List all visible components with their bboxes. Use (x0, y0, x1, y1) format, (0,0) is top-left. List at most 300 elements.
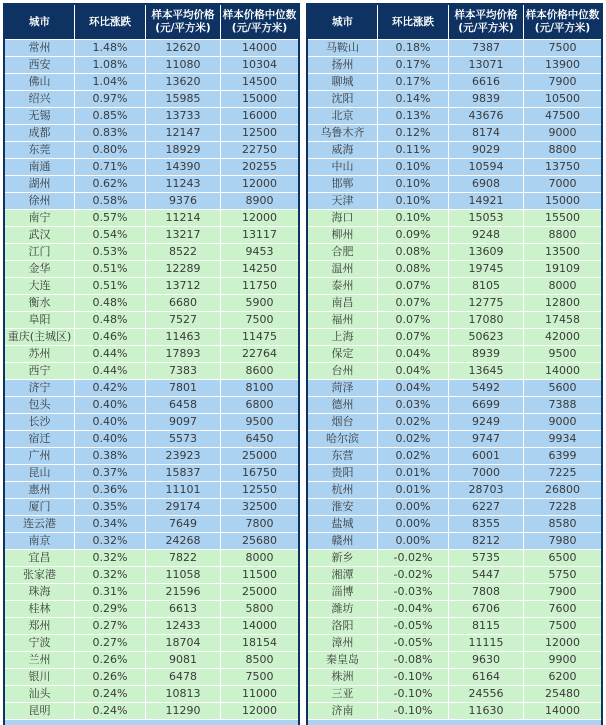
table-row (5, 226, 298, 243)
price-table-left (3, 3, 300, 725)
median-price-cell: 9453 (245, 245, 274, 258)
avg-price-cell: 9376 (146, 193, 221, 209)
avg-price-cell: 11115 (449, 635, 524, 651)
city-cell: 东营 (308, 448, 378, 464)
column-header-change (378, 5, 449, 39)
change-cell: 0.00% (378, 516, 449, 532)
table-row (5, 396, 298, 413)
city-cell: 福州 (308, 312, 378, 328)
change-cell: -0.10% (378, 686, 449, 702)
change-cell: 0.07% (378, 295, 449, 311)
table-row (5, 311, 298, 328)
change-cell: 0.02% (378, 414, 449, 430)
median-price-cell: 12000 (242, 177, 277, 190)
change-cell: -0.03% (378, 584, 449, 600)
city-cell: 赣州 (308, 533, 378, 549)
table-row (308, 277, 601, 294)
median-price-cell: 6200 (548, 670, 577, 683)
table-header (5, 5, 298, 39)
median-price-cell: 16000 (242, 109, 277, 122)
city-cell: 南京 (5, 533, 75, 549)
table-row (308, 583, 601, 600)
avg-price-cell: 17893 (146, 346, 221, 362)
median-price-cell: 15500 (545, 211, 580, 224)
median-price-cell: 8800 (548, 143, 577, 156)
median-price-cell: 25000 (242, 585, 277, 598)
change-cell: 0.27% (75, 635, 146, 651)
median-price-cell: 5900 (245, 296, 274, 309)
city-cell: 天津 (308, 193, 378, 209)
city-cell: 上海 (308, 329, 378, 345)
column-header-change-label: 环比涨跌 (89, 15, 131, 28)
change-cell: -0.10% (378, 669, 449, 685)
city-cell: 杭州 (308, 482, 378, 498)
table-row (5, 39, 298, 56)
median-price-cell: 25680 (242, 534, 277, 547)
avg-price-cell: 6227 (449, 499, 524, 515)
table-row (308, 56, 601, 73)
median-price-cell: 26800 (545, 483, 580, 496)
city-cell: 惠州 (5, 482, 75, 498)
table-row (5, 651, 298, 668)
table-row (308, 617, 601, 634)
city-cell: 盐城 (308, 516, 378, 532)
city-cell: 珠海 (5, 584, 75, 600)
median-price-cell: 32500 (242, 500, 277, 513)
median-price-cell: 14500 (242, 75, 277, 88)
city-cell: 泰州 (308, 278, 378, 294)
avg-price-cell: 50623 (449, 329, 524, 345)
change-cell: 0.14% (378, 91, 449, 107)
table-row (308, 175, 601, 192)
avg-price-cell: 13645 (449, 363, 524, 379)
avg-price-cell: 9630 (449, 652, 524, 668)
city-cell: 武汉 (5, 227, 75, 243)
city-cell: 合肥 (308, 244, 378, 260)
change-cell: 0.53% (75, 244, 146, 260)
median-price-cell: 7900 (548, 585, 577, 598)
table-row (308, 328, 601, 345)
city-cell: 广州 (5, 448, 75, 464)
table-row (308, 345, 601, 362)
city-cell: 阜阳 (5, 312, 75, 328)
avg-price-cell: 23923 (146, 448, 221, 464)
change-cell: 0.29% (75, 601, 146, 617)
city-cell: 无锡 (5, 108, 75, 124)
avg-price-cell: 7808 (449, 584, 524, 600)
avg-price-cell: 28703 (449, 482, 524, 498)
avg-price-cell: 15837 (146, 465, 221, 481)
city-cell: 昆山 (5, 465, 75, 481)
column-header-median-price-unit: (元/平方米) (231, 22, 288, 34)
avg-price-cell: 9747 (449, 431, 524, 447)
city-cell: 南宁 (5, 210, 75, 226)
median-price-cell: 10304 (242, 58, 277, 71)
median-price-cell: 6800 (245, 398, 274, 411)
change-cell: 0.97% (75, 91, 146, 107)
median-price-cell: 17458 (545, 313, 580, 326)
avg-price-cell: 11214 (146, 210, 221, 226)
avg-price-cell: 11630 (449, 703, 524, 719)
median-price-cell: 6500 (548, 551, 577, 564)
avg-price-cell: 6908 (449, 176, 524, 192)
city-cell: 扬州 (308, 57, 378, 73)
avg-price-cell: 12147 (146, 125, 221, 141)
table-row (308, 430, 601, 447)
avg-price-cell: 13071 (449, 57, 524, 73)
city-cell: 烟台 (308, 414, 378, 430)
avg-price-cell: 7822 (146, 550, 221, 566)
median-price-cell: 7500 (548, 619, 577, 632)
change-cell: 0.26% (75, 669, 146, 685)
table-row (5, 379, 298, 396)
avg-price-cell: 13620 (146, 74, 221, 90)
median-price-cell: 16750 (242, 466, 277, 479)
change-cell: 0.02% (378, 431, 449, 447)
change-cell: 0.54% (75, 227, 146, 243)
avg-price-cell: 14921 (449, 193, 524, 209)
table-row (308, 192, 601, 209)
avg-price-cell: 7801 (146, 380, 221, 396)
city-cell: 秦皇岛 (308, 652, 378, 668)
city-cell: 厦门 (5, 499, 75, 515)
median-price-cell: 47500 (545, 109, 580, 122)
table-row (308, 39, 601, 56)
table-row (5, 56, 298, 73)
median-price-cell: 8000 (548, 279, 577, 292)
city-cell: 常州 (5, 40, 75, 56)
avg-price-cell: 9248 (449, 227, 524, 243)
median-price-cell: 19109 (545, 262, 580, 275)
column-header-avg-price (146, 5, 221, 39)
table-row (308, 158, 601, 175)
avg-price-cell: 11290 (146, 703, 221, 719)
table-row (5, 209, 298, 226)
avg-price-cell: 7387 (449, 40, 524, 56)
table-row (5, 515, 298, 532)
median-price-cell: 7388 (548, 398, 577, 411)
median-price-cell: 10500 (545, 92, 580, 105)
city-cell: 银川 (5, 669, 75, 685)
city-cell: 威海 (308, 142, 378, 158)
avg-price-cell: 6164 (449, 669, 524, 685)
table-row (5, 413, 298, 430)
median-price-cell: 13900 (545, 58, 580, 71)
change-cell: 0.18% (378, 40, 449, 56)
change-cell: 0.80% (75, 142, 146, 158)
avg-price-cell: 11058 (146, 567, 221, 583)
avg-price-cell: 12775 (449, 295, 524, 311)
city-cell: 新乡 (308, 550, 378, 566)
avg-price-cell: 12289 (146, 261, 221, 277)
city-cell: 济宁 (5, 380, 75, 396)
table-row (5, 73, 298, 90)
table-row (308, 90, 601, 107)
city-cell: 郑州 (5, 618, 75, 634)
city-cell: 哈尔滨 (308, 431, 378, 447)
avg-price-cell: 24268 (146, 533, 221, 549)
table-row (5, 107, 298, 124)
city-cell: 乌鲁木齐 (308, 125, 378, 141)
avg-price-cell: 29174 (146, 499, 221, 515)
avg-price-cell: 11101 (146, 482, 221, 498)
avg-price-cell: 5573 (146, 431, 221, 447)
city-cell: 南通 (5, 159, 75, 175)
change-cell: 0.09% (378, 227, 449, 243)
city-cell: 江门 (5, 244, 75, 260)
median-price-cell: 8000 (245, 551, 274, 564)
change-cell: 0.37% (75, 465, 146, 481)
table-row (5, 583, 298, 600)
median-price-cell: 22764 (242, 347, 277, 360)
table-row (308, 532, 601, 549)
median-price-cell: 12800 (545, 296, 580, 309)
table-row (5, 566, 298, 583)
table-row (5, 481, 298, 498)
city-cell: 宁波 (5, 635, 75, 651)
avg-price-cell: 18929 (146, 142, 221, 158)
change-cell: 0.32% (75, 567, 146, 583)
median-price-cell: 11750 (242, 279, 277, 292)
change-cell: 0.10% (378, 210, 449, 226)
city-cell: 成都 (5, 125, 75, 141)
table-row (308, 600, 601, 617)
avg-price-cell: 9029 (449, 142, 524, 158)
city-cell: 金华 (5, 261, 75, 277)
change-cell: 1.08% (75, 57, 146, 73)
median-price-cell: 8900 (245, 194, 274, 207)
change-cell: 0.02% (378, 448, 449, 464)
table-row (5, 634, 298, 651)
avg-price-cell: 10594 (449, 159, 524, 175)
avg-price-cell: 13733 (146, 108, 221, 124)
avg-price-cell: 10813 (146, 686, 221, 702)
median-price-cell: 5600 (548, 381, 577, 394)
median-price-cell: 14000 (242, 41, 277, 54)
change-cell: 0.13% (378, 108, 449, 124)
median-price-cell: 7600 (548, 602, 577, 615)
partial-next-row (308, 719, 601, 725)
change-cell: 0.07% (378, 278, 449, 294)
median-price-cell: 12500 (242, 126, 277, 139)
table-row (308, 498, 601, 515)
median-price-cell: 9500 (245, 415, 274, 428)
column-header-median-price (524, 5, 601, 39)
table-row (5, 447, 298, 464)
table-row (5, 90, 298, 107)
avg-price-cell: 11463 (146, 329, 221, 345)
column-header-avg-price-unit: (元/平方米) (458, 22, 514, 34)
city-cell: 中山 (308, 159, 378, 175)
table-row (308, 260, 601, 277)
avg-price-cell: 8212 (449, 533, 524, 549)
city-cell: 邯郸 (308, 176, 378, 192)
city-cell: 三亚 (308, 686, 378, 702)
change-cell: 0.04% (378, 346, 449, 362)
city-cell: 马鞍山 (308, 40, 378, 56)
city-cell: 长沙 (5, 414, 75, 430)
median-price-cell: 5800 (245, 602, 274, 615)
avg-price-cell: 13712 (146, 278, 221, 294)
avg-price-cell: 7383 (146, 363, 221, 379)
change-cell: -0.04% (378, 601, 449, 617)
median-price-cell: 5750 (548, 568, 577, 581)
change-cell: 0.62% (75, 176, 146, 192)
city-cell: 宜昌 (5, 550, 75, 566)
change-cell: 0.07% (378, 329, 449, 345)
table-row (5, 141, 298, 158)
median-price-cell: 8100 (245, 381, 274, 394)
change-cell: -0.10% (378, 703, 449, 719)
avg-price-cell: 9097 (146, 414, 221, 430)
change-cell: 0.01% (378, 482, 449, 498)
median-price-cell: 18154 (242, 636, 277, 649)
median-price-cell: 8800 (548, 228, 577, 241)
table-row (5, 175, 298, 192)
median-price-cell: 7500 (548, 41, 577, 54)
table-row (5, 124, 298, 141)
median-price-cell: 7900 (548, 75, 577, 88)
change-cell: 0.04% (378, 380, 449, 396)
median-price-cell: 7500 (245, 313, 274, 326)
table-row (308, 651, 601, 668)
column-header-median-price-label: 样本价格中位数 (222, 9, 297, 21)
change-cell: 0.08% (378, 261, 449, 277)
change-cell: 0.48% (75, 312, 146, 328)
table-row (5, 685, 298, 702)
avg-price-cell: 8115 (449, 618, 524, 634)
avg-price-cell: 19745 (449, 261, 524, 277)
change-cell: 0.31% (75, 584, 146, 600)
median-price-cell: 15000 (545, 194, 580, 207)
change-cell: 0.57% (75, 210, 146, 226)
avg-price-cell: 9249 (449, 414, 524, 430)
change-cell: 0.40% (75, 397, 146, 413)
city-cell: 贵阳 (308, 465, 378, 481)
column-header-avg-price (449, 5, 524, 39)
median-price-cell: 9900 (548, 653, 577, 666)
table-row (5, 328, 298, 345)
city-cell: 湘潭 (308, 567, 378, 583)
column-header-median-price-label: 样本价格中位数 (525, 9, 600, 21)
column-header-change (75, 5, 146, 39)
city-cell: 重庆(主城区) (5, 329, 75, 345)
change-cell: 0.44% (75, 363, 146, 379)
avg-price-cell: 6458 (146, 397, 221, 413)
avg-price-cell: 15985 (146, 91, 221, 107)
avg-price-cell: 8174 (449, 125, 524, 141)
avg-price-cell: 7527 (146, 312, 221, 328)
change-cell: 0.42% (75, 380, 146, 396)
avg-price-cell: 11080 (146, 57, 221, 73)
table-row (308, 464, 601, 481)
table-body-left (5, 39, 298, 719)
median-price-cell: 8600 (245, 364, 274, 377)
median-price-cell: 13500 (545, 245, 580, 258)
city-cell: 洛阳 (308, 618, 378, 634)
avg-price-cell: 6616 (449, 74, 524, 90)
table-row (308, 311, 601, 328)
avg-price-cell: 9839 (449, 91, 524, 107)
table-row (308, 702, 601, 719)
table-row (308, 396, 601, 413)
column-header-avg-price-unit: (元/平方米) (155, 22, 211, 34)
median-price-cell: 8580 (548, 517, 577, 530)
change-cell: 0.85% (75, 108, 146, 124)
median-price-cell: 13117 (242, 228, 277, 241)
city-cell: 台州 (308, 363, 378, 379)
median-price-cell: 9934 (548, 432, 577, 445)
city-cell: 北京 (308, 108, 378, 124)
city-cell: 苏州 (5, 346, 75, 362)
avg-price-cell: 14390 (146, 159, 221, 175)
avg-price-cell: 18704 (146, 635, 221, 651)
change-cell: 0.51% (75, 278, 146, 294)
change-cell: 0.10% (378, 193, 449, 209)
table-row (5, 668, 298, 685)
median-price-cell: 12550 (242, 483, 277, 496)
avg-price-cell: 6680 (146, 295, 221, 311)
median-price-cell: 7800 (245, 517, 274, 530)
avg-price-cell: 6699 (449, 397, 524, 413)
table-row (308, 413, 601, 430)
city-cell: 淄博 (308, 584, 378, 600)
avg-price-cell: 9081 (146, 652, 221, 668)
city-cell: 柳州 (308, 227, 378, 243)
median-price-cell: 14000 (545, 704, 580, 717)
change-cell: 0.24% (75, 686, 146, 702)
change-cell: 0.35% (75, 499, 146, 515)
table-row (5, 345, 298, 362)
median-price-cell: 8500 (245, 653, 274, 666)
change-cell: 0.32% (75, 550, 146, 566)
median-price-cell: 6399 (548, 449, 577, 462)
change-cell: 0.48% (75, 295, 146, 311)
city-cell: 昆明 (5, 703, 75, 719)
column-header-change-label: 环比涨跌 (392, 15, 434, 28)
column-header-avg-price-label: 样本平均价格 (454, 9, 518, 21)
city-cell: 宿迁 (5, 431, 75, 447)
table-row (308, 362, 601, 379)
median-price-cell: 20255 (242, 160, 277, 173)
table-row (5, 158, 298, 175)
column-header-avg-price-label: 样本平均价格 (151, 9, 215, 21)
column-header-median-price-unit: (元/平方米) (534, 22, 591, 34)
city-cell: 徐州 (5, 193, 75, 209)
change-cell: 0.10% (378, 176, 449, 192)
avg-price-cell: 43676 (449, 108, 524, 124)
city-cell: 漳州 (308, 635, 378, 651)
median-price-cell: 6450 (245, 432, 274, 445)
table-row (308, 634, 601, 651)
avg-price-cell: 11243 (146, 176, 221, 192)
table-row (5, 617, 298, 634)
median-price-cell: 9000 (548, 415, 577, 428)
change-cell: 0.07% (378, 312, 449, 328)
table-row (308, 515, 601, 532)
median-price-cell: 11500 (242, 568, 277, 581)
median-price-cell: 13750 (545, 160, 580, 173)
median-price-cell: 7980 (548, 534, 577, 547)
table-row (5, 702, 298, 719)
table-row (308, 141, 601, 158)
change-cell: 0.71% (75, 159, 146, 175)
city-cell: 株洲 (308, 669, 378, 685)
change-cell: 0.44% (75, 346, 146, 362)
avg-price-cell: 12620 (146, 40, 221, 56)
change-cell: 0.40% (75, 431, 146, 447)
table-row (308, 566, 601, 583)
